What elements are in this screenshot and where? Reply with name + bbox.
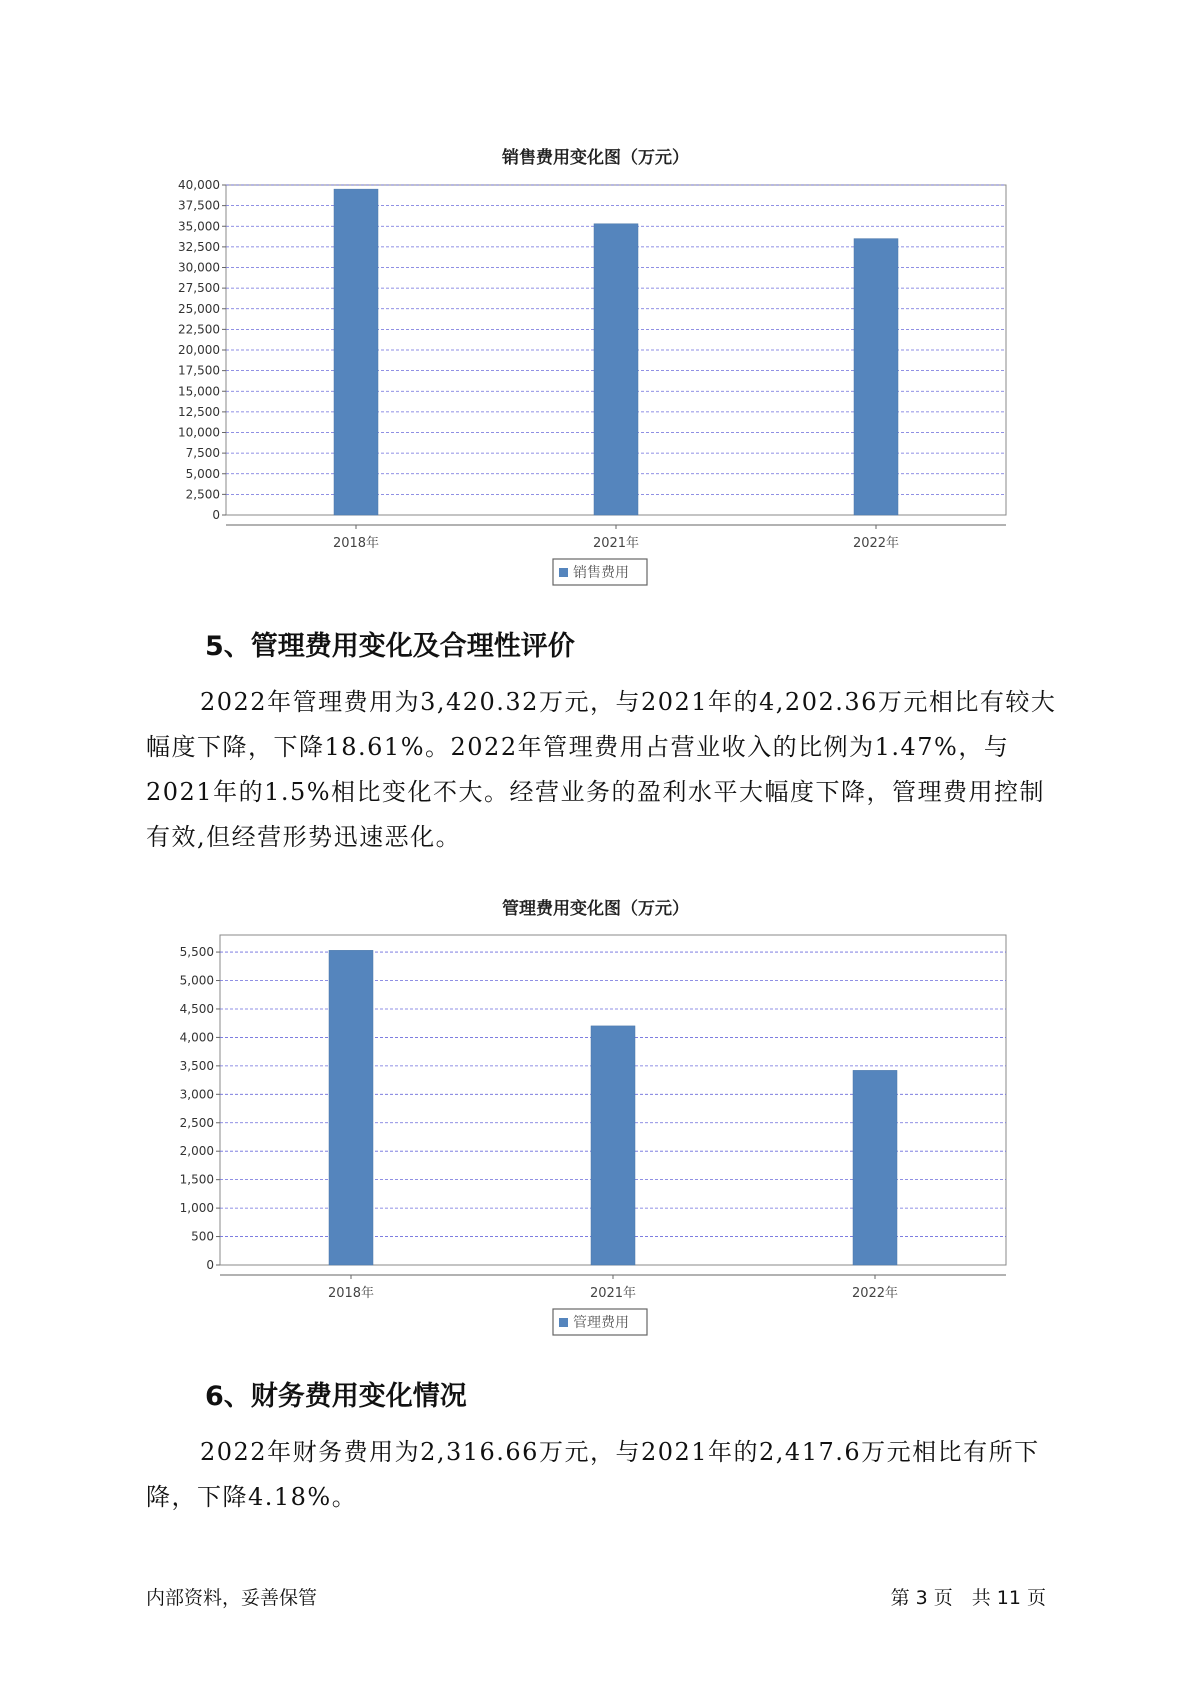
y-tick-label: 40,000 <box>178 178 220 192</box>
x-tick-label: 2021年 <box>592 536 640 551</box>
footer-confidential: 内部资料，妥善保管 <box>146 1587 318 1609</box>
y-tick-label: 7,500 <box>185 446 220 461</box>
y-tick-label: 500 <box>191 1229 214 1244</box>
y-tick-label: 10,000 <box>178 425 220 440</box>
y-tick-label: 2,500 <box>179 1115 214 1130</box>
y-tick-label: 2,000 <box>179 1144 214 1159</box>
sales-expense-chart <box>0 170 1191 590</box>
y-tick-label: 3,500 <box>179 1058 214 1073</box>
y-tick-label: 35,000 <box>178 219 220 234</box>
bar-2018年 <box>329 950 373 1265</box>
y-tick-label: 12,500 <box>178 404 220 419</box>
admin-expense-chart <box>0 920 1191 1340</box>
y-tick-label: 1,500 <box>179 1172 214 1187</box>
y-tick-label: 4,500 <box>179 1001 214 1016</box>
bar-2018年 <box>334 189 378 515</box>
bar-2022年 <box>854 239 898 515</box>
x-tick-label: 2018年 <box>327 1286 375 1301</box>
section6-paragraph: 2022年财务费用为2,316.66万元，与2021年的2,417.6万元相比有所下降，下降4.18%。 <box>146 1438 1040 1511</box>
y-tick-label: 25,000 <box>178 301 220 316</box>
legend-label: 销售费用 <box>573 565 629 581</box>
y-tick-label: 32,500 <box>178 239 220 254</box>
x-tick-label: 2021年 <box>589 1286 637 1301</box>
section5-heading: 5、管理费用变化及合理性评价 <box>205 631 575 662</box>
y-tick-label: 15,000 <box>178 384 220 399</box>
chart-legend <box>553 1309 647 1335</box>
y-tick-label: 30,000 <box>178 260 220 275</box>
y-tick-label: 5,000 <box>179 973 214 988</box>
bar-2021年 <box>594 224 638 515</box>
x-tick-label: 2018年 <box>332 536 380 551</box>
y-tick-label: 0 <box>206 1258 214 1272</box>
y-tick-label: 2,500 <box>185 487 220 502</box>
footer-page-number: 第 3 页 共 11 页 <box>890 1587 1046 1609</box>
y-tick-label: 3,000 <box>179 1087 214 1102</box>
y-tick-label: 5,500 <box>179 945 214 960</box>
y-tick-label: 37,500 <box>178 198 220 213</box>
bar-2022年 <box>853 1070 897 1265</box>
y-tick-label: 20,000 <box>178 343 220 357</box>
x-tick-label: 2022年 <box>851 1286 899 1301</box>
x-tick-label: 2022年 <box>852 536 900 551</box>
section5-paragraph: 2022年管理费用为3,420.32万元，与2021年的4,202.36万元相比有较大幅度下降，下降18.61%。2022年管理费用占营业收入的比例为1.47%，与2021年的1.5%相比变化不大。经营业务的盈利水平大幅度下降，管理费用控制有效,但经营形势迅速恶化。 <box>146 688 1057 851</box>
y-tick-label: 27,500 <box>178 281 220 296</box>
legend-label: 管理费用 <box>573 1315 629 1331</box>
section6-heading: 6、财务费用变化情况 <box>205 1381 467 1412</box>
legend-swatch <box>559 568 568 577</box>
chart-title-admin: 管理费用变化图（万元） <box>502 899 689 919</box>
legend-swatch <box>559 1318 568 1327</box>
chart-title-sales: 销售费用变化图（万元） <box>502 148 689 168</box>
chart-legend <box>553 559 647 585</box>
y-tick-label: 5,000 <box>185 466 220 481</box>
bar-2021年 <box>591 1026 635 1265</box>
y-tick-label: 0 <box>212 508 220 522</box>
y-tick-label: 1,000 <box>179 1201 214 1216</box>
y-tick-label: 4,000 <box>179 1030 214 1045</box>
y-tick-label: 17,500 <box>178 363 220 378</box>
y-tick-label: 22,500 <box>178 322 220 337</box>
